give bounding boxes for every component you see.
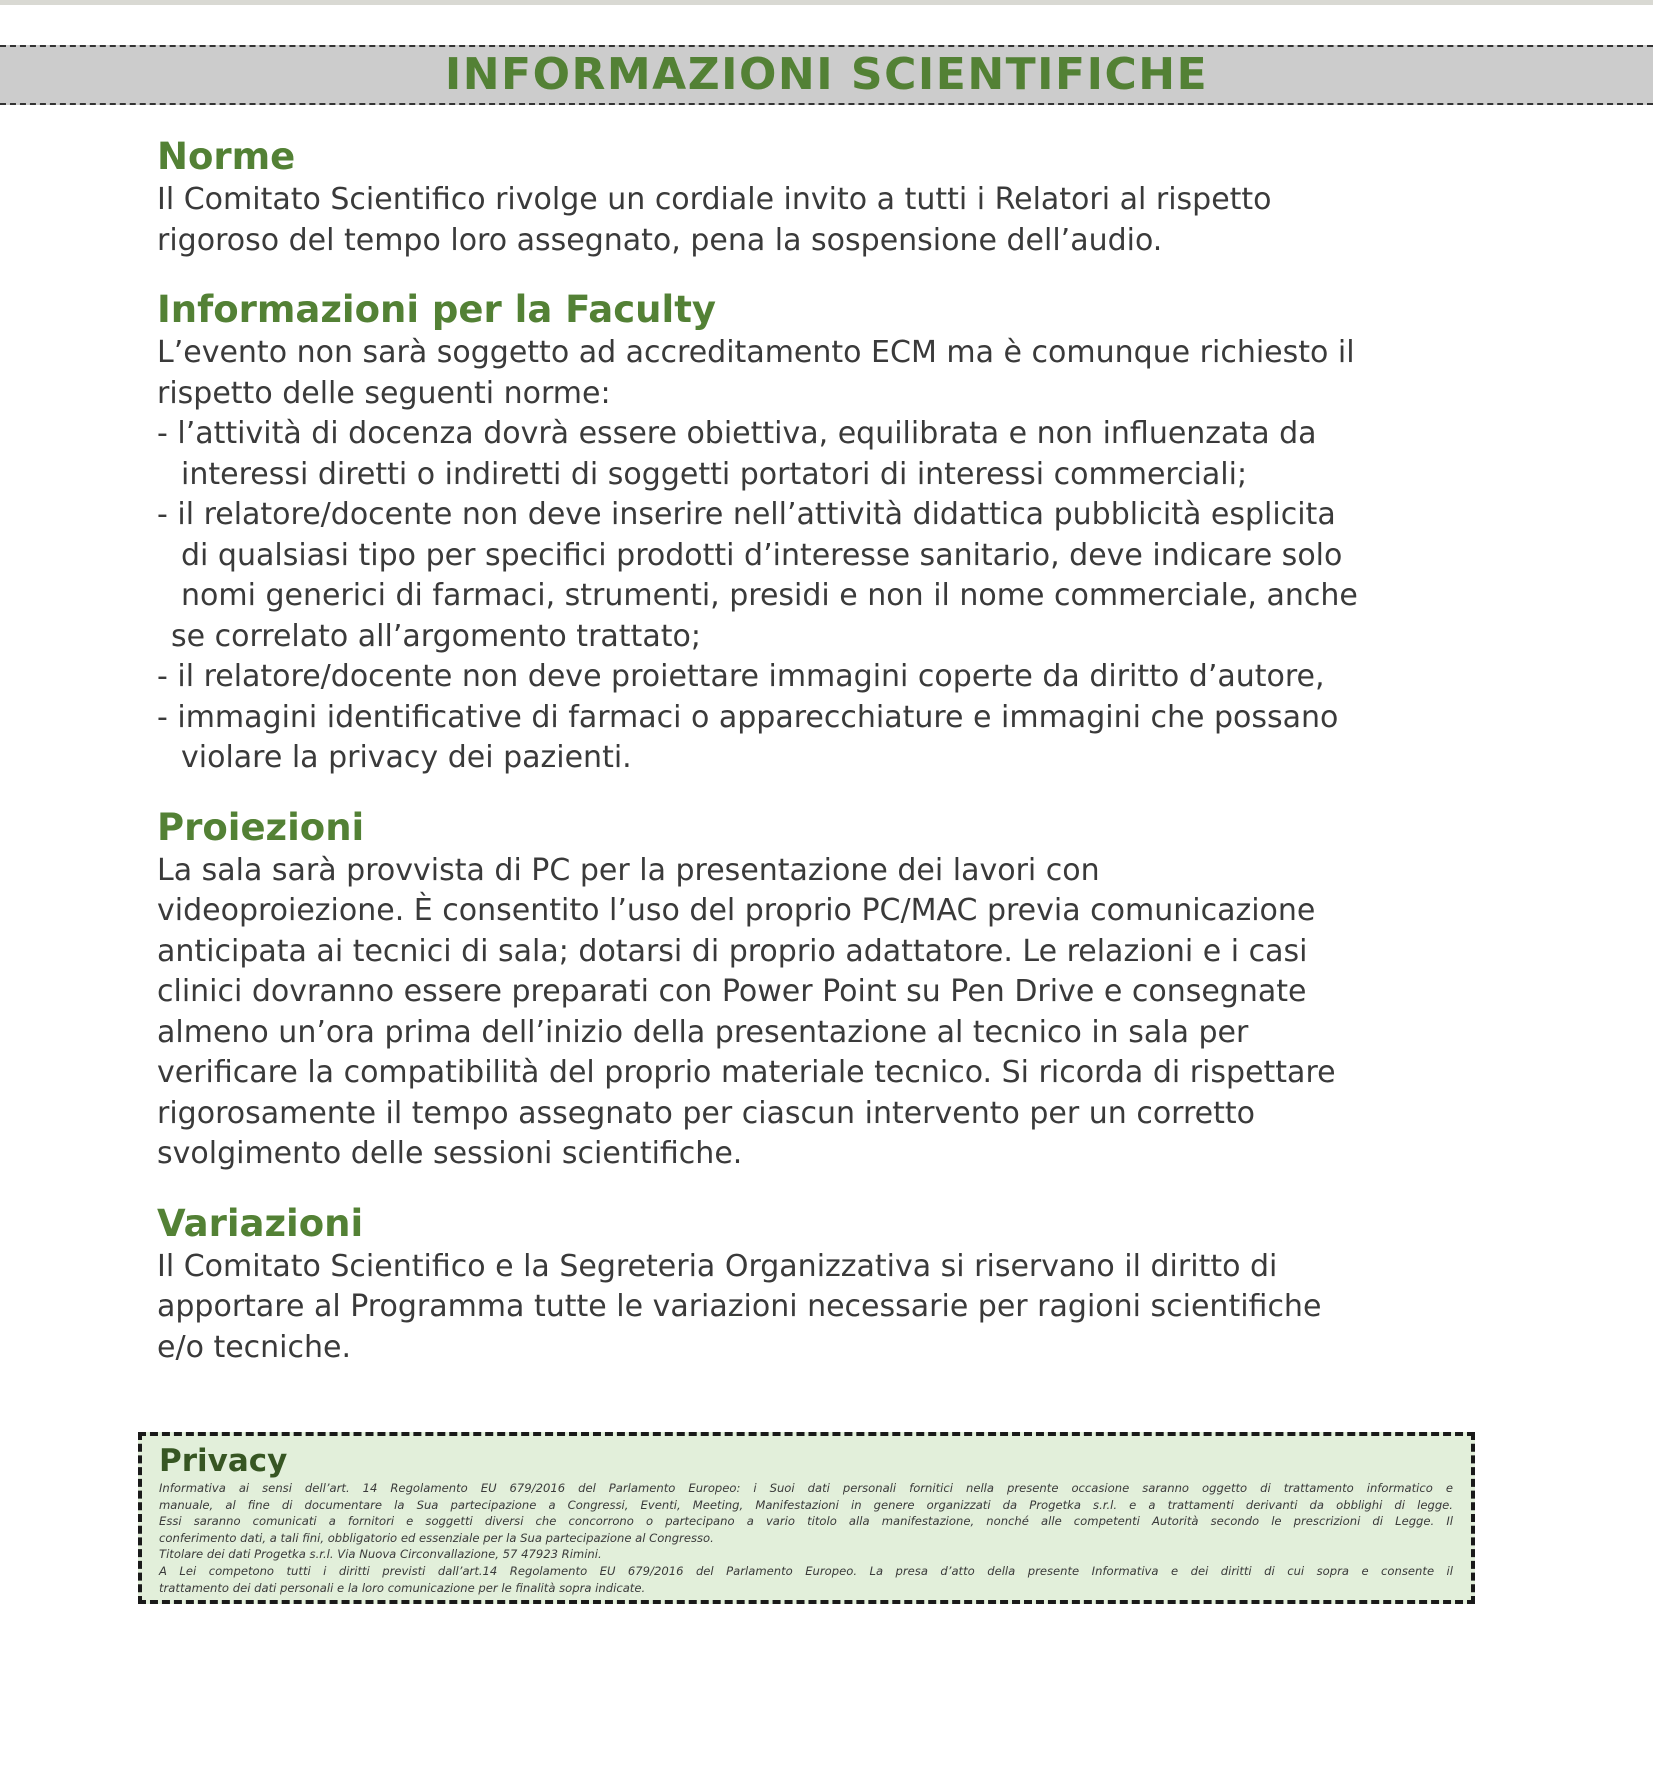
top-rule — [0, 0, 1653, 5]
section-variazioni — [157, 1201, 1547, 1369]
section-faculty — [157, 287, 1547, 779]
page-title: INFORMAZIONI SCIENTIFICHE — [444, 49, 1209, 100]
section-title-proiezioni: Proiezioni — [157, 805, 365, 849]
list-item-continuation: violare la privacy dei pazienti. — [181, 740, 632, 775]
privacy-line: manuale, al fine di documentare la Sua partecipazione a Congressi, Eventi, Meeting, Manifestazioni in genere organizzati da Progetka s.r.l. e a trattamenti derivanti da obblighi di legge. — [159, 1497, 1453, 1512]
section-body-norme — [157, 180, 1547, 261]
section-title-norme: Norme — [157, 135, 296, 178]
section-norme — [157, 134, 1547, 261]
privacy-line: Informativa ai sensi dell’art. 14 Regolamento EU 679/2016 del Parlamento Europeo: i Suoi dati personali fornitici nella presente occasione saranno oggetto di trattamento informatico e — [159, 1481, 1453, 1495]
text-line: svolgimento delle sessioni scientifiche. — [157, 1136, 743, 1171]
text-line: videoproiezione. È consentito l’uso del proprio PC/MAC previa comunicazione — [157, 893, 1316, 928]
text-line: e/o tecniche. — [157, 1329, 352, 1365]
section-body-variazioni — [157, 1247, 1547, 1369]
list-item-continuation: interessi diretti o indiretti di soggetti portatori di interessi commerciali; — [181, 456, 1248, 492]
privacy-title: Privacy — [159, 1443, 288, 1479]
privacy-notice — [159, 1480, 1453, 1596]
text-line: clinici dovranno essere preparati con Power Point su Pen Drive e consegnate — [157, 974, 1307, 1009]
list-item-continuation: nomi generici di farmaci, strumenti, presidi e non il nome commerciale, anche — [181, 578, 1358, 613]
list-item-continuation: di qualsiasi tipo per specifici prodotti d’interesse sanitario, deve indicare solo — [181, 537, 1343, 573]
text-line: rispetto delle seguenti norme: — [157, 375, 611, 411]
privacy-line: trattamento dei dati personali e la loro comunicazione per le finalità sopra indicate. — [159, 1580, 646, 1595]
text-line: almeno un’ora prima dell’inizio della presentazione al tecnico in sala per — [157, 1014, 1249, 1050]
list-item-line: - l’attività di docenza dovrà essere obiettiva, equilibrata e non influenzata da — [157, 416, 1317, 451]
text-line: verificare la compatibilità del proprio materiale tecnico. Si ricorda di rispettare — [157, 1055, 1336, 1090]
header-banner — [0, 45, 1653, 105]
text-line: Il Comitato Scientifico e la Segreteria Organizzativa si riservano il diritto di — [157, 1248, 1278, 1284]
text-line: rigorosamente il tempo assegnato per ciascun intervento per un corretto — [157, 1095, 1255, 1131]
privacy-line: conferimento dati, a tali fini, obbligatorio ed essenziale per la Sua partecipazione al Congresso. — [159, 1530, 714, 1545]
section-title-variazioni: Variazioni — [157, 1201, 364, 1245]
list-item-line: - il relatore/docente non deve proiettare immagini coperte da diritto d’autore, — [157, 659, 1325, 694]
main-content — [157, 134, 1547, 1368]
text-line: La sala sarà provvista di PC per la presentazione dei lavori con — [157, 852, 1100, 888]
section-body-proiezioni — [157, 851, 1547, 1175]
section-body-faculty — [157, 333, 1547, 779]
privacy-line: Titolare dei dati Progetka s.r.l. Via Nuova Circonvallazione, 57 47923 Rimini. — [159, 1547, 602, 1562]
list-item-continuation: se correlato all’argomento trattato; — [171, 618, 701, 654]
privacy-box — [138, 1432, 1475, 1604]
section-proiezioni — [157, 805, 1547, 1175]
text-line: Il Comitato Scientifico rivolge un cordiale invito a tutti i Relatori al rispetto — [157, 182, 1272, 217]
text-line: apportare al Programma tutte le variazioni necessarie per ragioni scientifiche — [157, 1289, 1322, 1324]
list-item-line: - immagini identificative di farmaci o apparecchiature e immagini che possano — [157, 699, 1339, 735]
list-item-line: - il relatore/docente non deve inserire nell’attività didattica pubblicità esplicita — [157, 497, 1336, 532]
privacy-line: Essi saranno comunicati a fornitori e soggetti diversi che concorrono o partecipano a vario titolo alla manifestazione, nonché alle competenti Autorità secondo le prescrizioni di Legge. Il — [159, 1514, 1453, 1529]
privacy-line: A Lei competono tutti i diritti previsti dall’art.14 Regolamento EU 679/2016 del Parlamento Europeo. La presa d’atto della presente Informativa e dei diritti di cui sopra e consente il — [159, 1563, 1453, 1578]
section-title-faculty: Informazioni per la Faculty — [157, 288, 717, 331]
text-line: rigoroso del tempo loro assegnato, pena la sospensione dell’audio. — [157, 222, 1163, 258]
text-line: anticipata ai tecnici di sala; dotarsi di proprio adattatore. Le relazioni e i casi — [157, 933, 1308, 969]
text-line: L’evento non sarà soggetto ad accreditamento ECM ma è comunque richiesto il — [157, 335, 1355, 370]
